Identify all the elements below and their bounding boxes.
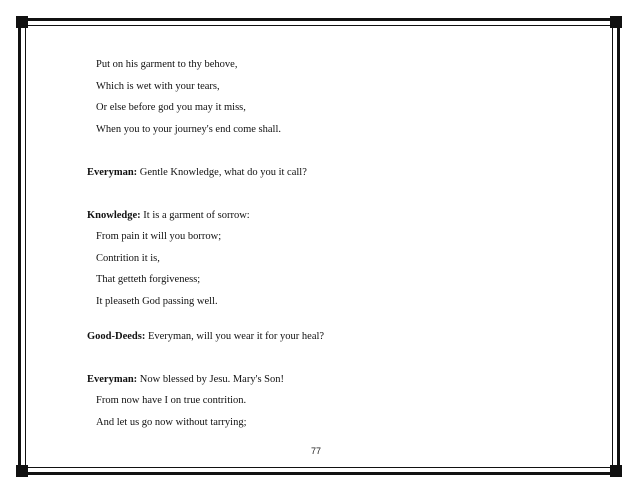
- speaker-name: Everyman:: [87, 167, 138, 178]
- verse-line: And let us go now without tarrying;: [96, 417, 247, 428]
- verse-line: Contrition it is,: [96, 253, 160, 264]
- dialogue-line: [87, 330, 324, 343]
- dialogue-text: Now blessed by Jesu. Mary's Son!: [137, 374, 285, 385]
- speaker-name: Everyman:: [87, 374, 138, 385]
- dialogue-line: [87, 209, 250, 222]
- dialogue-line: [87, 166, 307, 179]
- dialogue-text: Everyman, will you wear it for your heal?: [145, 331, 325, 342]
- verse-line: Or else before god you may it miss,: [96, 102, 246, 113]
- dialogue-text: Gentle Knowledge, what do you it call?: [137, 167, 307, 178]
- verse-line: Which is wet with your tears,: [96, 81, 220, 92]
- verse-line: From pain it will you borrow;: [96, 231, 222, 242]
- dialogue-text: It is a garment of sorrow:: [140, 210, 250, 221]
- speaker-name: Good-Deeds:: [87, 331, 146, 342]
- page-number: 77: [311, 446, 322, 456]
- verse-line: That getteth forgiveness;: [96, 274, 201, 285]
- verse-line: From now have I on true contrition.: [96, 395, 247, 406]
- verse-line: It pleaseth God passing well.: [96, 296, 218, 307]
- verse-line: Put on his garment to thy behove,: [96, 59, 238, 70]
- verse-line: When you to your journey's end come shall.: [96, 124, 282, 135]
- speaker-name: Knowledge:: [87, 210, 141, 221]
- dialogue-line: [87, 373, 284, 386]
